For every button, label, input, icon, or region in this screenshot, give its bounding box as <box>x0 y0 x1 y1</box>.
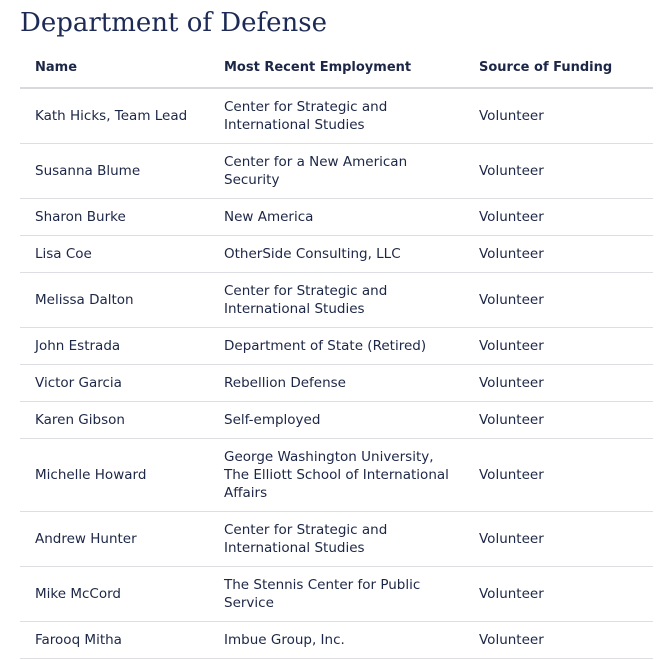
table-row <box>20 327 653 364</box>
cell-employment: George Washington University, The Elliott School of International Affairs <box>209 438 464 511</box>
cell-funding: Volunteer <box>464 272 653 327</box>
table-row <box>20 88 653 143</box>
cell-name: Lisa Coe <box>20 235 209 272</box>
table-row <box>20 511 653 566</box>
cell-employment: New America <box>209 198 464 235</box>
table-row <box>20 364 653 401</box>
cell-funding: Volunteer <box>464 566 653 621</box>
table-row <box>20 272 653 327</box>
table-row <box>20 621 653 658</box>
cell-name: Michelle Howard <box>20 438 209 511</box>
cell-funding: Volunteer <box>464 198 653 235</box>
cell-funding: Volunteer <box>464 88 653 143</box>
cell-name: Mike McCord <box>20 566 209 621</box>
cell-funding: Volunteer <box>464 143 653 198</box>
team-roster-table <box>20 48 653 659</box>
cell-employment: Center for Strategic and International Studies <box>209 88 464 143</box>
cell-employment: OtherSide Consulting, LLC <box>209 235 464 272</box>
cell-name: Andrew Hunter <box>20 511 209 566</box>
cell-employment: Rebellion Defense <box>209 364 464 401</box>
header-row <box>20 48 653 88</box>
page-title: Department of Defense <box>20 8 328 38</box>
table-row <box>20 235 653 272</box>
cell-funding: Volunteer <box>464 327 653 364</box>
table-body <box>20 88 653 658</box>
cell-name: Kath Hicks, Team Lead <box>20 88 209 143</box>
cell-employment: Department of State (Retired) <box>209 327 464 364</box>
cell-funding: Volunteer <box>464 621 653 658</box>
cell-name: Karen Gibson <box>20 401 209 438</box>
column-header-employment: Most Recent Employment <box>209 48 464 88</box>
cell-name: Farooq Mitha <box>20 621 209 658</box>
table-header <box>20 48 653 88</box>
cell-funding: Volunteer <box>464 438 653 511</box>
cell-name: Susanna Blume <box>20 143 209 198</box>
cell-funding: Volunteer <box>464 235 653 272</box>
cell-employment: Center for a New American Security <box>209 143 464 198</box>
cell-employment: Center for Strategic and International Studies <box>209 511 464 566</box>
cell-employment: Center for Strategic and International Studies <box>209 272 464 327</box>
table-row <box>20 438 653 511</box>
table-row <box>20 401 653 438</box>
table-row <box>20 566 653 621</box>
cell-name: John Estrada <box>20 327 209 364</box>
cell-name: Melissa Dalton <box>20 272 209 327</box>
column-header-name: Name <box>20 48 209 88</box>
cell-employment: Self-employed <box>209 401 464 438</box>
cell-funding: Volunteer <box>464 401 653 438</box>
cell-name: Sharon Burke <box>20 198 209 235</box>
cell-funding: Volunteer <box>464 511 653 566</box>
table-row <box>20 143 653 198</box>
table-row <box>20 198 653 235</box>
cell-employment: Imbue Group, Inc. <box>209 621 464 658</box>
column-header-funding: Source of Funding <box>464 48 653 88</box>
cell-employment: The Stennis Center for Public Service <box>209 566 464 621</box>
cell-name: Victor Garcia <box>20 364 209 401</box>
cell-funding: Volunteer <box>464 364 653 401</box>
